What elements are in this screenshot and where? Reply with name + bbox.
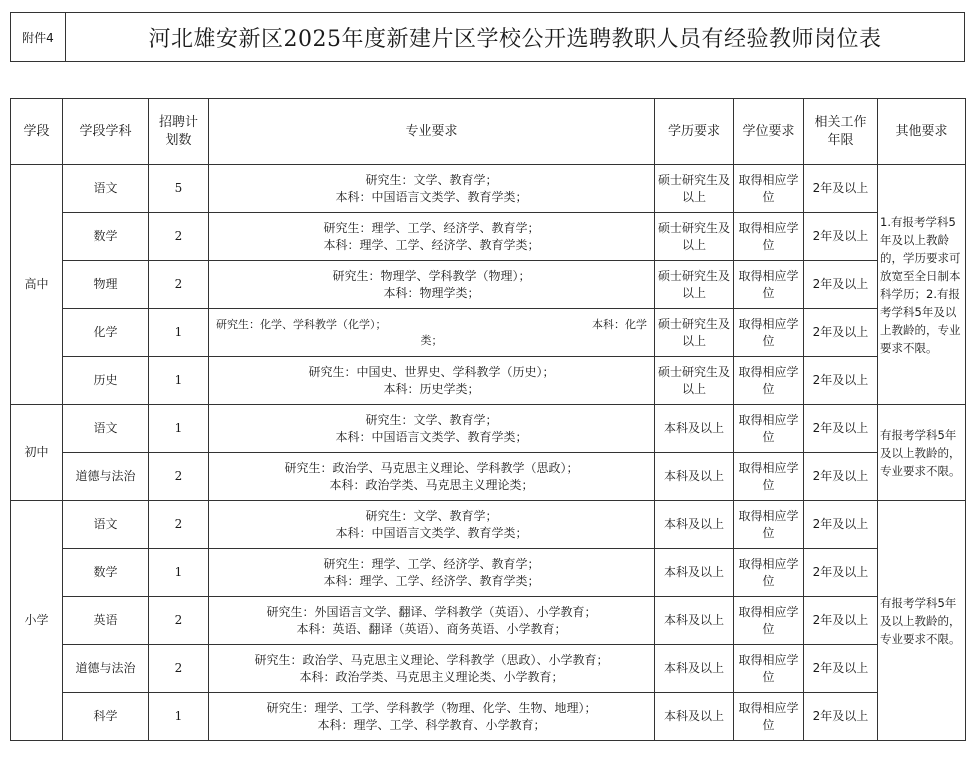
major-cell: 研究生：政治学、马克思主义理论、学科教学（思政）； 本科：政治学类、马克思主义理论类； [209,453,655,501]
major-cell: 研究生：文学、教育学； 本科：中国语言文类学、教育学类； [209,165,655,213]
stage-cell-middle: 初中 [11,405,63,501]
degree-cell: 取得相应学位 [734,549,804,597]
table-row [11,357,966,405]
table-row [11,309,966,357]
degree-cell: 取得相应学位 [734,309,804,357]
subject-cell: 语文 [63,501,149,549]
degree-cell: 取得相应学位 [734,261,804,309]
subject-cell: 科学 [63,693,149,741]
count-cell: 2 [149,597,209,645]
subject-cell: 英语 [63,597,149,645]
count-cell: 1 [149,549,209,597]
years-cell: 2年及以上 [804,693,878,741]
stage-cell-primary: 小学 [11,501,63,741]
table-header-row [11,99,966,165]
education-cell: 本科及以上 [655,645,734,693]
degree-cell: 取得相应学位 [734,165,804,213]
count-cell: 1 [149,693,209,741]
subject-cell: 数学 [63,213,149,261]
education-cell: 本科及以上 [655,597,734,645]
major-cell: 研究生：中国史、世界史、学科教学（历史）； 本科：历史学类； [209,357,655,405]
major-cell: 研究生：物理学、学科教学（物理）； 本科：物理学类； [209,261,655,309]
degree-cell: 取得相应学位 [734,405,804,453]
table-row [11,693,966,741]
degree-cell: 取得相应学位 [734,213,804,261]
years-cell: 2年及以上 [804,357,878,405]
subject-cell: 物理 [63,261,149,309]
degree-cell: 取得相应学位 [734,453,804,501]
count-cell: 1 [149,405,209,453]
count-cell: 1 [149,357,209,405]
col-header-degree: 学位要求 [734,99,804,165]
years-cell: 2年及以上 [804,165,878,213]
count-cell: 2 [149,453,209,501]
document-title: 河北雄安新区2025年度新建片区学校公开选聘教职人员有经验教师岗位表 [148,26,882,52]
major-cell: 研究生：外国语言文学、翻译、学科教学（英语）、小学教育； 本科：英语、翻译（英语）、商务英语、小学教育； [209,597,655,645]
count-cell: 2 [149,645,209,693]
col-header-other: 其他要求 [878,99,966,165]
table-row [11,501,966,549]
education-cell: 本科及以上 [655,549,734,597]
table-row [11,261,966,309]
major-cell: 研究生：理学、工学、学科教学（物理、化学、生物、地理）； 本科：理学、工学、科学教育、小学教育； [209,693,655,741]
degree-cell: 取得相应学位 [734,645,804,693]
table-row [11,405,966,453]
major-cell: 研究生：化学、学科教学（化学）； 本科：化学 类； [209,309,655,357]
subject-cell: 历史 [63,357,149,405]
subject-cell: 语文 [63,165,149,213]
other-requirements-primary: 有报考学科5年及以上教龄的，专业要求不限。 [878,501,966,741]
degree-cell: 取得相应学位 [734,501,804,549]
col-header-education: 学历要求 [655,99,734,165]
education-cell: 本科及以上 [655,693,734,741]
years-cell: 2年及以上 [804,261,878,309]
education-cell: 本科及以上 [655,501,734,549]
col-header-years: 相关工作 年限 [804,99,878,165]
years-cell: 2年及以上 [804,405,878,453]
education-cell: 硕士研究生及以上 [655,213,734,261]
col-header-stage: 学段 [11,99,63,165]
years-cell: 2年及以上 [804,549,878,597]
years-cell: 2年及以上 [804,453,878,501]
table-row [11,645,966,693]
subject-cell: 化学 [63,309,149,357]
degree-cell: 取得相应学位 [734,597,804,645]
positions-table [10,98,966,741]
education-cell: 硕士研究生及以上 [655,261,734,309]
count-cell: 1 [149,309,209,357]
years-cell: 2年及以上 [804,213,878,261]
degree-cell: 取得相应学位 [734,693,804,741]
count-cell: 2 [149,261,209,309]
degree-cell: 取得相应学位 [734,357,804,405]
stage-cell-high: 高中 [11,165,63,405]
major-cell: 研究生：理学、工学、经济学、教育学； 本科：理学、工学、经济学、教育学类； [209,213,655,261]
table-row [11,597,966,645]
years-cell: 2年及以上 [804,309,878,357]
table-row [11,165,966,213]
table-row [11,453,966,501]
education-cell: 硕士研究生及以上 [655,165,734,213]
subject-cell: 数学 [63,549,149,597]
education-cell: 本科及以上 [655,405,734,453]
document-header [10,12,965,62]
other-requirements-high: 1.有报考学科5年及以上教龄的，学历要求可放宽至全日制本科学历；2.有报考学科5年及以上教龄的，专业要求不限。 [878,165,966,405]
table-row [11,549,966,597]
education-cell: 硕士研究生及以上 [655,309,734,357]
subject-cell: 道德与法治 [63,453,149,501]
education-cell: 本科及以上 [655,453,734,501]
col-header-plan-count: 招聘计 划数 [149,99,209,165]
count-cell: 5 [149,165,209,213]
major-cell: 研究生：文学、教育学； 本科：中国语言文类学、教育学类； [209,405,655,453]
major-cell: 研究生：政治学、马克思主义理论、学科教学（思政）、小学教育； 本科：政治学类、马克思主义理论类、小学教育； [209,645,655,693]
attachment-label: 附件4 [11,13,66,61]
subject-cell: 道德与法治 [63,645,149,693]
major-cell: 研究生：文学、教育学； 本科：中国语言文类学、教育学类； [209,501,655,549]
years-cell: 2年及以上 [804,597,878,645]
years-cell: 2年及以上 [804,501,878,549]
count-cell: 2 [149,213,209,261]
years-cell: 2年及以上 [804,645,878,693]
count-cell: 2 [149,501,209,549]
subject-cell: 语文 [63,405,149,453]
education-cell: 硕士研究生及以上 [655,357,734,405]
col-header-subject: 学段学科 [63,99,149,165]
major-cell: 研究生：理学、工学、经济学、教育学； 本科：理学、工学、经济学、教育学类； [209,549,655,597]
other-requirements-middle: 有报考学科5年及以上教龄的，专业要求不限。 [878,405,966,501]
table-row [11,213,966,261]
col-header-major: 专业要求 [209,99,655,165]
